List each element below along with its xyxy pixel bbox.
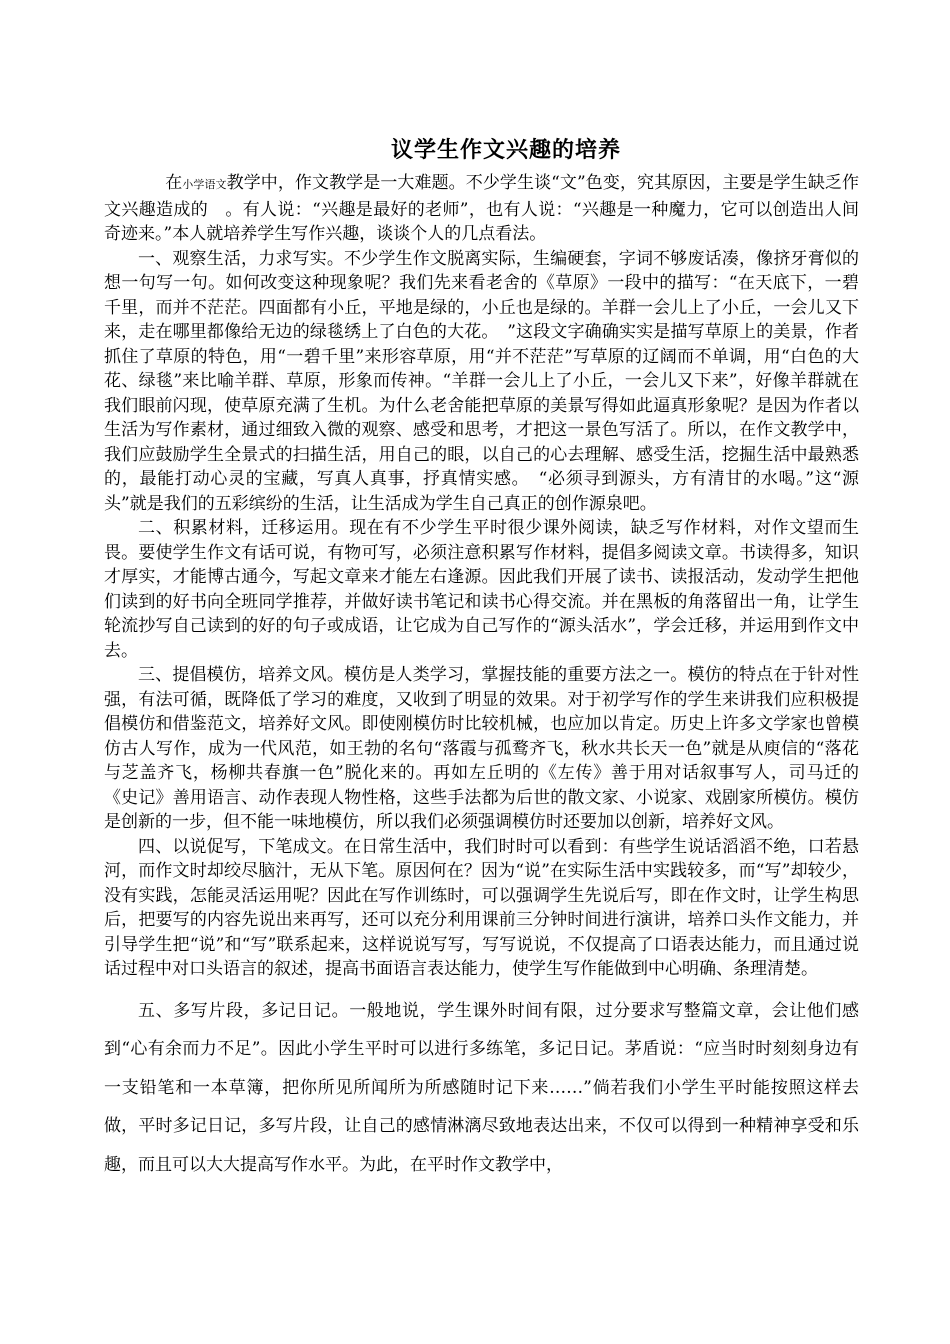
document-title: 议学生作文兴趣的培养	[390, 138, 621, 163]
paragraph-1: 一、观察生活，力求写实。不少学生作文脱离实际，生编硬套，字词不够废话凑，像挤牙膏似的想一句写一句。如何改变这种现象呢？我们先来看老舍的《草原》一段中的描写：“在天底下，一碧千里，而并不茫茫。四面都有小丘，平地是绿的，小丘也是绿的。羊群一会儿上了小丘，一会儿又下来，走在哪里都像给无边的绿毯绣上了白色的大花。 ”这段文字确确实实是描写草原上的美景，作者抓住了草原的特色，用“一碧千里”来形容草原，用“并不茫茫”写草原的辽阔而不单调，用“白色的大花、绿毯”来比喻羊群、草原，形象而传神。“羊群一会儿上了小丘，一会儿又下来”，好像羊群就在我们眼前闪现，使草原充满了生机。为什么老舍能把草原的美景写得如此逼真形象呢？是因为作者以生活为写作素材，通过细致入微的观察、感受和思考，才把这一景色写活了。所以，在作文教学中，我们应鼓励学生全景式的扫描生活，用自己的眼，以自己的心去理解、感受生活，挖掘生活中最熟悉的，最能打动心灵的宝藏，写真人真事，抒真情实感。 “必须寻到源头，方有清甘的水喝。”这“源头”就是我们的五彩缤纷的生活，让生活成为学生自己真正的创作源泉吧。	[104, 248, 859, 514]
intro-text: 教学中，作文教学是一大难题。不少学生谈“文”色变，究其原因，主要是学生缺乏作文兴趣造成的 。有人说：“兴趣是最好的老师”，也有人说：“兴趣是一种魔力，它可以创造出人间奇迹来。”本人就培养学生写作兴趣，谈谈个人的几点看法。	[104, 173, 860, 244]
document-body	[104, 171, 859, 1184]
paragraph-3: 三、提倡模仿，培养文风。模仿是人类学习，掌握技能的重要方法之一。模仿的特点在于针对性强，有法可循，既降低了学习的难度，又收到了明显的效果。对于初学写作的学生来讲我们应积极提倡模仿和借鉴范文，培养好文风。即使刚模仿时比较机械，也应加以肯定。历史上许多文学家也曾模仿古人写作，成为一代风范，如王勃的名句“落霞与孤鹜齐飞，秋水共长天一色”就是从庾信的“落花与芝盖齐飞，杨柳共春旗一色”脱化来的。再如左丘明的《左传》善于用对话叙事写人，司马迁的《史记》善用语言、动作表现人物性格，这些手法都为后世的散文家、小说家、戏剧家所模仿。模仿是创新的一步，但不能一味地模仿，所以我们必须强调模仿时还要加以创新，培养好文风。	[104, 665, 859, 832]
intro-paragraph	[104, 171, 859, 247]
paragraph-5: 五、多写片段，多记日记。一般地说，学生课外时间有限，过分要求写整篇文章，会让他们感到“心有余而力不足”。因此小学生平时可以进行多练笔，多记日记。茅盾说：“应当时时刻刻身边有一支铅笔和一本草簿，把你所见所闻所为所感随时记下来……”倘若我们小学生平时能按照这样去做，平时多记日记，多写片段，让自己的感情淋漓尽致地表达出来，不仅可以得到一种精神享受和乐趣，而且可以大大提高写作水平。为此，在平时作文教学中，	[104, 1000, 859, 1175]
paragraph-4: 四、以说促写，下笔成文。在日常生活中，我们时时可以看到：有些学生说话滔滔不绝，口若悬河，而作文时却绞尽脑汁，无从下笔。原因何在？因为“说”在实际生活中实践较多，而“写”却较少，没有实践，怎能灵活运用呢？因此在写作训练时，可以强调学生先说后写，即在作文时，让学生构思后，把要写的内容先说出来再写，还可以充分利用课前三分钟时间进行演讲，培养口头作文能力，并引导学生把“说”和“写”联系起来，这样说说写写，写写说说，不仅提高了口语表达能力，而且通过说话过程中对口头语言的叙述，提高书面语言表达能力，使学生写作能做到中心明确、条理清楚。	[104, 836, 859, 979]
intro-small-tag: 小学语文	[182, 178, 227, 191]
paragraph-2: 二、积累材料，迁移运用。现在有不少学生平时很少课外阅读，缺乏写作材料，对作文望而生畏。要使学生作文有话可说，有物可写，必须注意积累写作材料，提倡多阅读文章。书读得多，知识才厚实，才能博古通今，写起文章来才能左右逢源。因此我们开展了读书、读报活动，发动学生把他们读到的好书向全班同学推荐，并做好读书笔记和读书心得交流。并在黑板的角落留出一角，让学生轮流抄写自己读到的好的句子或成语，让它成为自己写作的“源头活水”，学会迁移，并运用到作文中去。	[104, 518, 859, 661]
intro-lead: 在	[165, 173, 183, 193]
